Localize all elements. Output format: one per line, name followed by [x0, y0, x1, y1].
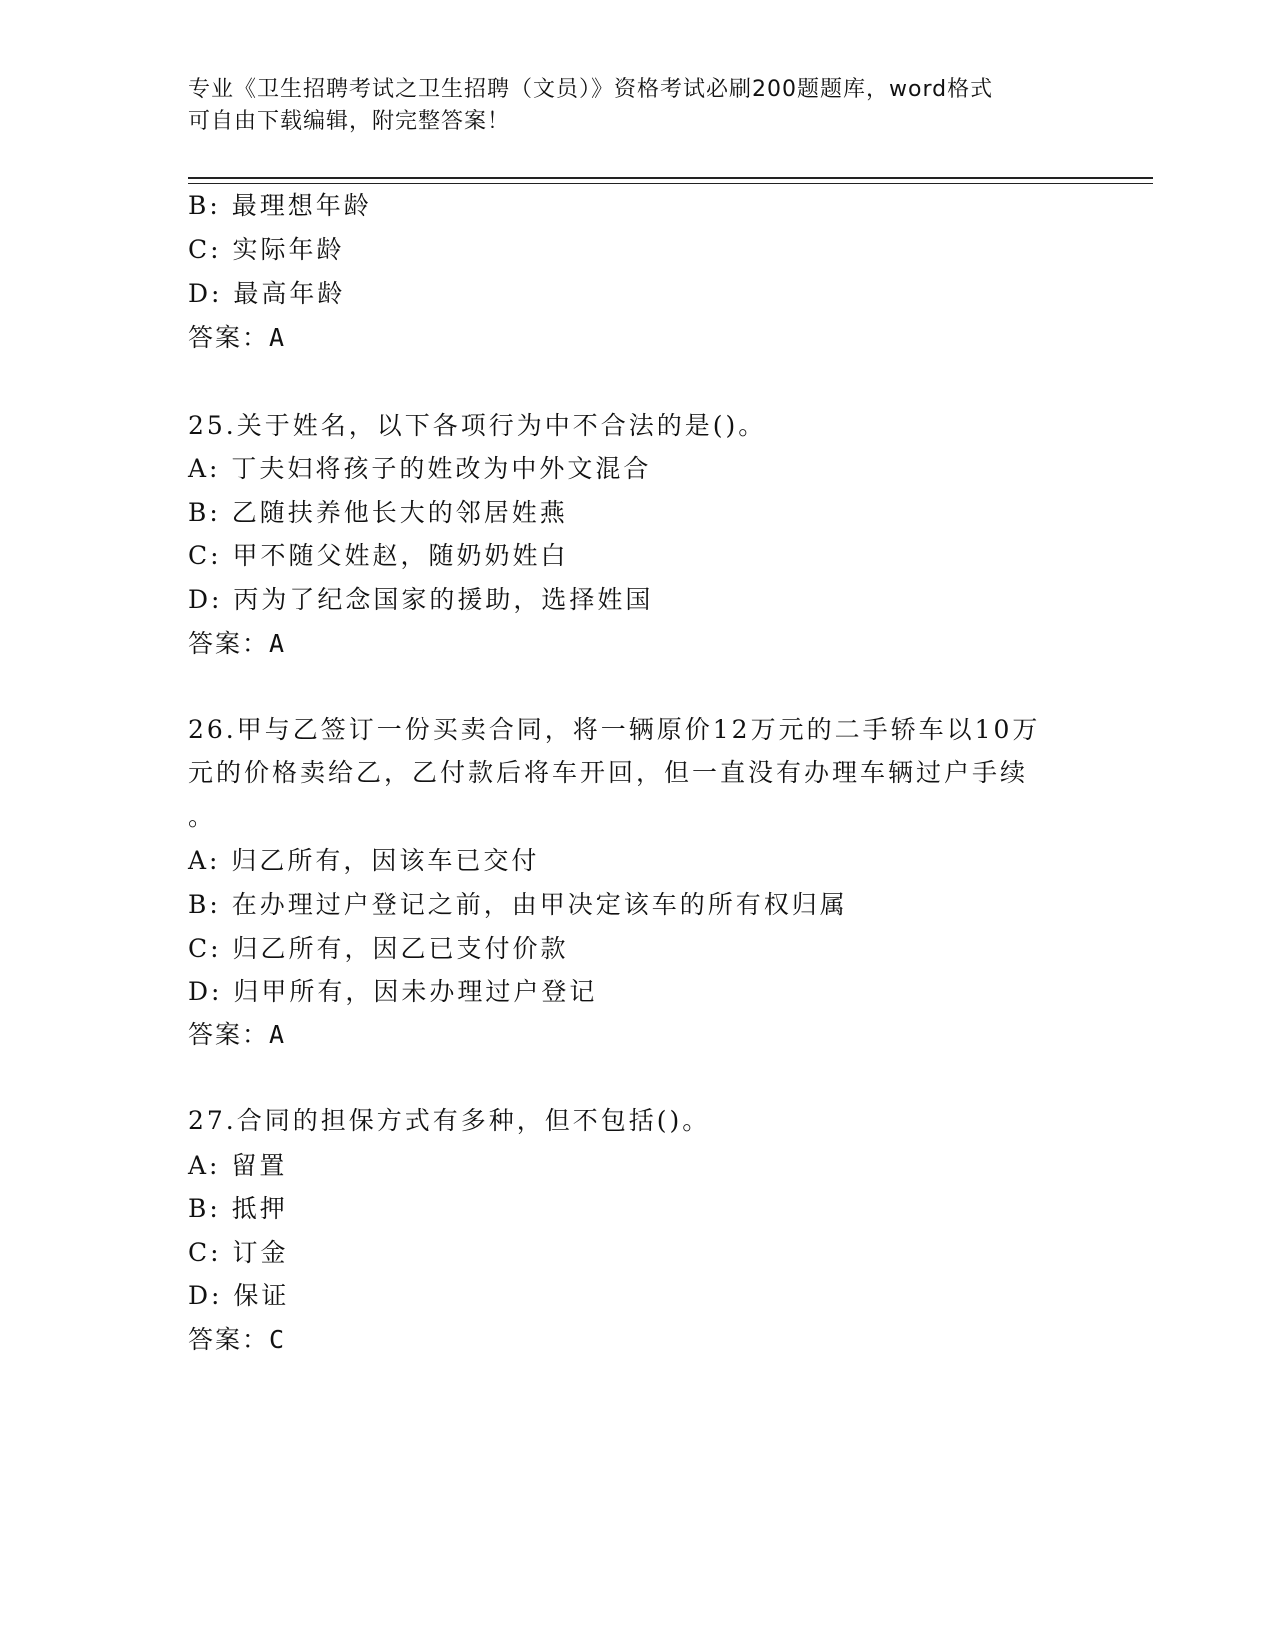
- q26-stem-line-1: 26.甲与乙签订一份买卖合同，将一辆原价12万元的二手轿车以10万: [188, 715, 1041, 744]
- header-divider-thick: [188, 177, 1153, 179]
- q26-option-c: C: 归乙所有，因乙已支付价款: [188, 934, 569, 963]
- header-divider-thin: [188, 183, 1153, 184]
- q27-answer: [188, 1320, 286, 1356]
- answer-value: A: [269, 323, 287, 352]
- answer-value: C: [269, 1325, 287, 1354]
- answer-label: 答案：: [188, 629, 270, 658]
- answer-label: 答案：: [188, 323, 270, 352]
- q25-answer: [188, 624, 286, 660]
- answer-label: 答案：: [188, 1325, 270, 1354]
- prev-option-d: D: 最高年龄: [188, 279, 346, 308]
- q27-stem: 27.合同的担保方式有多种，但不包括()。: [188, 1106, 711, 1135]
- prev-option-c: C: 实际年龄: [188, 235, 345, 264]
- prev-option-b: B: 最理想年龄: [188, 191, 372, 220]
- q26-answer: [188, 1015, 286, 1051]
- q27-option-b: B: 抵押: [188, 1194, 288, 1223]
- q25-option-a: A: 丁夫妇将孩子的姓改为中外文混合: [188, 454, 652, 483]
- q27-option-d: D: 保证: [188, 1281, 290, 1310]
- q26-stem-line-3: 。: [188, 802, 217, 831]
- header-line-1: 专业《卫生招聘考试之卫生招聘（文员）》资格考试必刷200题题库，word格式: [188, 77, 994, 102]
- q27-option-c: C: 订金: [188, 1238, 289, 1267]
- q25-stem: 25.关于姓名，以下各项行为中不合法的是()。: [188, 411, 767, 440]
- prev-answer: [188, 318, 286, 354]
- document-header: [188, 74, 1088, 138]
- q26-option-a: A: 归乙所有，因该车已交付: [188, 846, 540, 875]
- q25-option-b: B: 乙随扶养他长大的邻居姓燕: [188, 498, 568, 527]
- q26-option-b: B: 在办理过户登记之前，由甲决定该车的所有权归属: [188, 890, 848, 919]
- answer-label: 答案：: [188, 1020, 270, 1049]
- answer-value: A: [269, 1020, 287, 1049]
- header-line-2: 可自由下载编辑，附完整答案！: [188, 109, 511, 134]
- q27-option-a: A: 留置: [188, 1151, 288, 1180]
- q26-option-d: D: 归甲所有，因未办理过户登记: [188, 977, 598, 1006]
- answer-value: A: [269, 629, 287, 658]
- q25-option-d: D: 丙为了纪念国家的援助，选择姓国: [188, 585, 654, 614]
- q26-stem-line-2: 元的价格卖给乙，乙付款后将车开回，但一直没有办理车辆过户手续: [188, 758, 1029, 787]
- q25-option-c: C: 甲不随父姓赵，随奶奶姓白: [188, 541, 569, 570]
